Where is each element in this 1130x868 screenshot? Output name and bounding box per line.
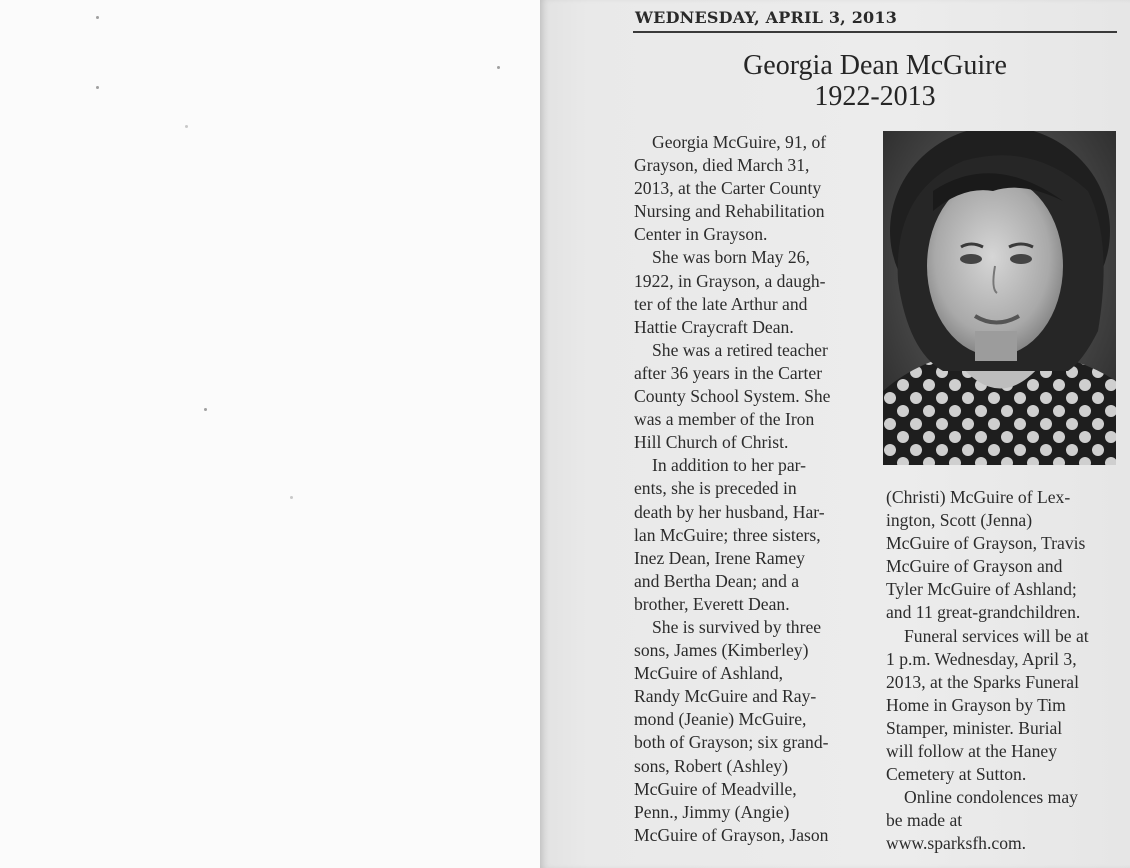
obituary-text-line: be made at [886,810,963,831]
portrait-photo [883,131,1116,465]
obituary-text-line: Home in Grayson by Tim [886,694,1066,715]
obituary-text-line: In addition to her par- [652,455,807,476]
obituary-text-line: Nursing and Rehabilitation [634,201,825,222]
portrait-photo-icon [883,131,1116,465]
obituary-text-line: ington, Scott (Jenna) [886,510,1033,531]
obituary-text-line: 1922, in Grayson, a daugh- [634,270,826,291]
obituary-text-line: brother, Everett Dean. [634,593,790,614]
obituary-text-line: Cemetery at Sutton. [886,764,1027,785]
obituary-text-line: lan McGuire; three sisters, [634,524,821,545]
blank-scan-area [0,0,540,868]
obituary-text-line: was a member of the Iron [634,409,815,430]
scan-speck [96,16,99,19]
obituary-text-line: Tyler McGuire of Ashland; [886,579,1077,600]
scan-speck [290,496,293,499]
scan-speck [185,125,188,128]
obituary-text-line: McGuire of Ashland, [634,663,784,684]
obituary-text-line: McGuire of Grayson, Travis [886,533,1086,554]
obituary-text-line: ents, she is preceded in [634,478,797,499]
scan-speck [96,86,99,89]
obituary-text-line: after 36 years in the Carter [634,362,823,383]
header-rule [633,31,1117,33]
issue-date: WEDNESDAY, APRIL 3, 2013 [635,8,898,27]
obituary-text-line: Stamper, minister. Burial [886,717,1063,738]
obituary-years: 1922-2013 [814,81,936,112]
obituary-text-line: 2013, at the Sparks Funeral [886,671,1080,692]
obituary-text-line: McGuire of Meadville, [634,778,797,799]
obituary-text-line: both of Grayson; six grand- [634,732,829,753]
obituary-text-line: www.sparksfh.com. [886,833,1027,854]
obituary-text-line: McGuire of Grayson, Jason [634,824,829,845]
obituary-text-line: 2013, at the Carter County [634,178,822,199]
obituary-text-line: and 11 great-grandchildren. [886,602,1081,623]
obituary-text-line: sons, James (Kimberley) [634,640,809,661]
obituary-text-line: Hattie Craycraft Dean. [634,316,794,337]
obituary-text-line: mond (Jeanie) McGuire, [634,709,807,730]
obituary-text-line: Inez Dean, Irene Ramey [634,547,805,568]
scan-speck [497,66,500,69]
obituary-text-line: will follow at the Haney [886,741,1058,762]
obituary-heading [640,50,1110,112]
obituary-text-left-column [634,131,874,847]
obituary-text-line: Georgia McGuire, 91, of [652,132,827,152]
obituary-text-line: Randy McGuire and Ray- [634,686,817,707]
obituary-name: Georgia Dean McGuire [743,50,1007,81]
obituary-text-line: Hill Church of Christ. [634,432,789,453]
obituary-text-line: (Christi) McGuire of Lex- [886,487,1071,507]
obituary-text-line: death by her husband, Har- [634,501,825,522]
obituary-text-line: and Bertha Dean; and a [634,570,800,591]
obituary-text-right-column [886,486,1126,856]
obituary-text-line: She was born May 26, [652,247,810,268]
obituary-text-line: Center in Grayson. [634,224,768,245]
obituary-text-line: Funeral services will be at [904,625,1089,646]
obituary-text-line: Penn., Jimmy (Angie) [634,801,790,822]
obituary-text-line: ter of the late Arthur and [634,293,808,314]
obituary-text-line: County School System. She [634,386,831,407]
obituary-text-line: McGuire of Grayson and [886,556,1063,577]
obituary-text-line: She is survived by three [652,616,822,637]
scan-speck [204,408,207,411]
obituary-text-line: 1 p.m. Wednesday, April 3, [886,648,1077,669]
obituary-text-line: Online condolences may [904,787,1078,808]
obituary-text-line: sons, Robert (Ashley) [634,755,788,776]
obituary-text-line: Grayson, died March 31, [634,155,810,176]
obituary-text-line: She was a retired teacher [652,339,828,360]
